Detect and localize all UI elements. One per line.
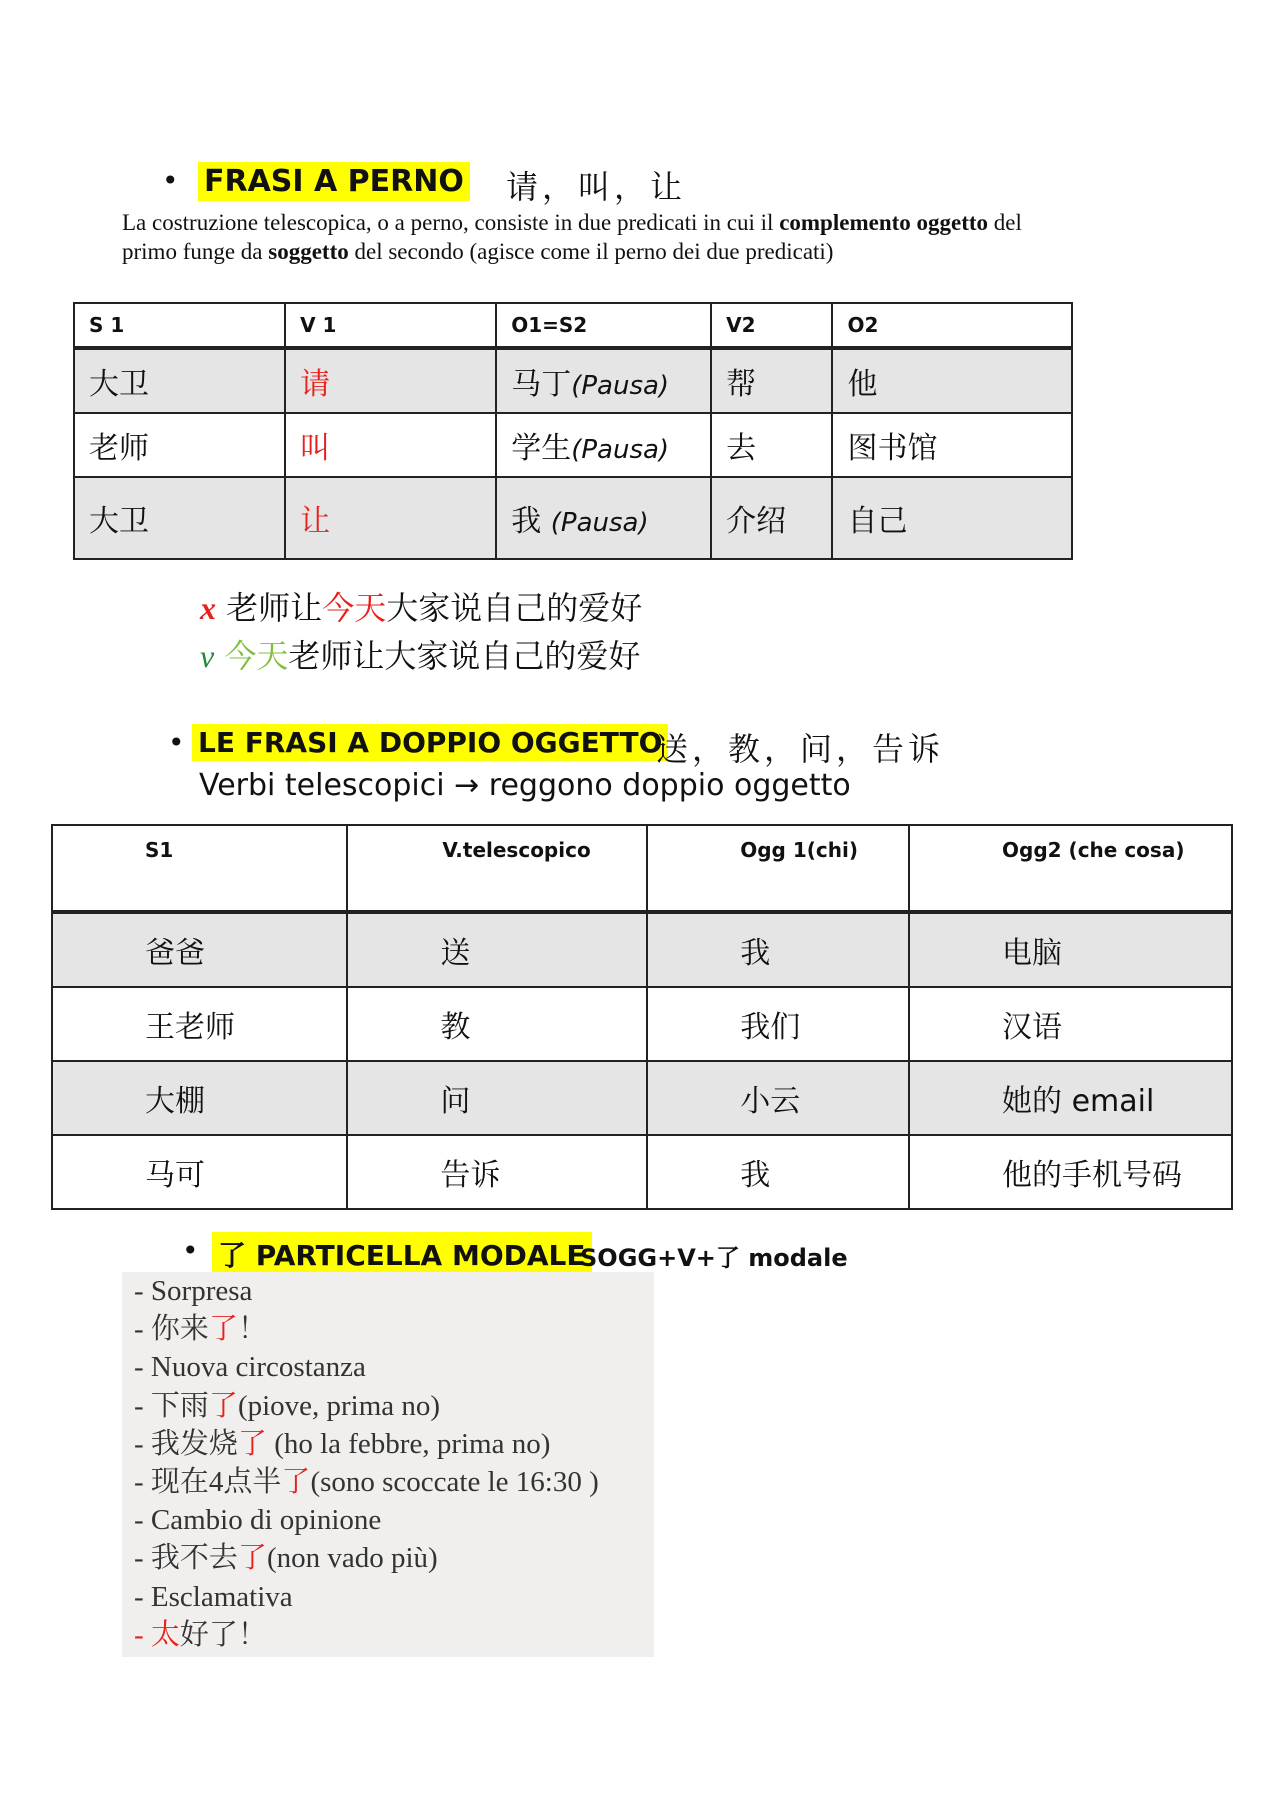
list-item: - 现在4点半了(sono scoccate le 16:30 ) (134, 1465, 599, 1498)
section1-heading (162, 162, 1162, 206)
list-item: - 下雨了(piove, prima no) (134, 1389, 441, 1422)
section1-title: FRASI A PERNO (198, 162, 470, 201)
header-s1: S 1 (74, 303, 285, 348)
header-o2: O2 (832, 303, 1072, 348)
wrong-mark-icon: x (200, 590, 216, 626)
section1-verbs: 请，叫，让 (506, 168, 687, 206)
header-o1s2: O1=S2 (496, 303, 711, 348)
example-wrong: x 老师让今天大家说自己的爱好 (200, 589, 643, 627)
bullet-icon: • (168, 726, 185, 759)
list-item: - Nuova circostanza (134, 1351, 366, 1384)
right-mark-icon: v (200, 638, 215, 674)
header-v2: V2 (711, 303, 832, 348)
section1-description: La costruzione telescopica, o a perno, consiste in due predicati in cui il complemento oggetto del primo funge da soggetto del secondo (agisce come il perno dei due predicati) (122, 210, 1022, 264)
doppio-oggetto-table (51, 824, 1233, 1210)
table-row: 老师 叫 学生(Pausa) 去 图书馆 (74, 413, 1072, 477)
section3-formula: SOGG+V+了 modale (580, 1244, 848, 1272)
table-row: 马可 告诉 我 他的手机号码 (52, 1135, 1232, 1209)
list-item: - 我不去了(non vado più) (134, 1542, 438, 1575)
table-header-row (74, 303, 1072, 348)
header-s1: S1 (52, 825, 347, 912)
header-v-telescopico: V.telescopico (347, 825, 647, 912)
section2-verbs: 送，教，问，告诉 (656, 730, 945, 768)
list-item: - Sorpresa (134, 1275, 253, 1307)
table-row: 大卫 请 马丁(Pausa) 帮 他 (74, 348, 1072, 413)
table-row: 大棚 问 小云 她的 email (52, 1061, 1232, 1135)
header-ogg2: Ogg2 (che cosa) (909, 825, 1232, 912)
table-row: 大卫 让 我 (Pausa) 介绍 自己 (74, 477, 1072, 559)
table-row: 王老师 教 我们 汉语 (52, 987, 1232, 1061)
table-row: 爸爸 送 我 电脑 (52, 912, 1232, 987)
section3-title: 了 PARTICELLA MODALE (212, 1232, 592, 1276)
header-v1: V 1 (285, 303, 496, 348)
bullet-icon: • (162, 164, 179, 197)
modal-particle-examples (122, 1272, 654, 1657)
section2-subtitle: Verbi telescopici → reggono doppio oggetto (199, 768, 851, 803)
list-item: - Esclamativa (134, 1580, 293, 1613)
bullet-icon: • (182, 1234, 199, 1267)
list-item: - 我发烧了 (ho la febbre, prima no) (134, 1427, 551, 1460)
list-item: - Cambio di opinione (134, 1504, 382, 1537)
section2-heading (168, 724, 1168, 768)
list-item: - 你来了！ (134, 1313, 267, 1346)
example-right: v 今天老师让大家说自己的爱好 (200, 637, 641, 675)
table-header-row (52, 825, 1232, 912)
header-ogg1: Ogg 1(chi) (647, 825, 909, 912)
perno-table (73, 302, 1073, 560)
section3-heading (182, 1232, 1182, 1274)
list-item: - 太好了！ (134, 1618, 267, 1651)
section2-title: LE FRASI A DOPPIO OGGETTO (192, 724, 668, 761)
